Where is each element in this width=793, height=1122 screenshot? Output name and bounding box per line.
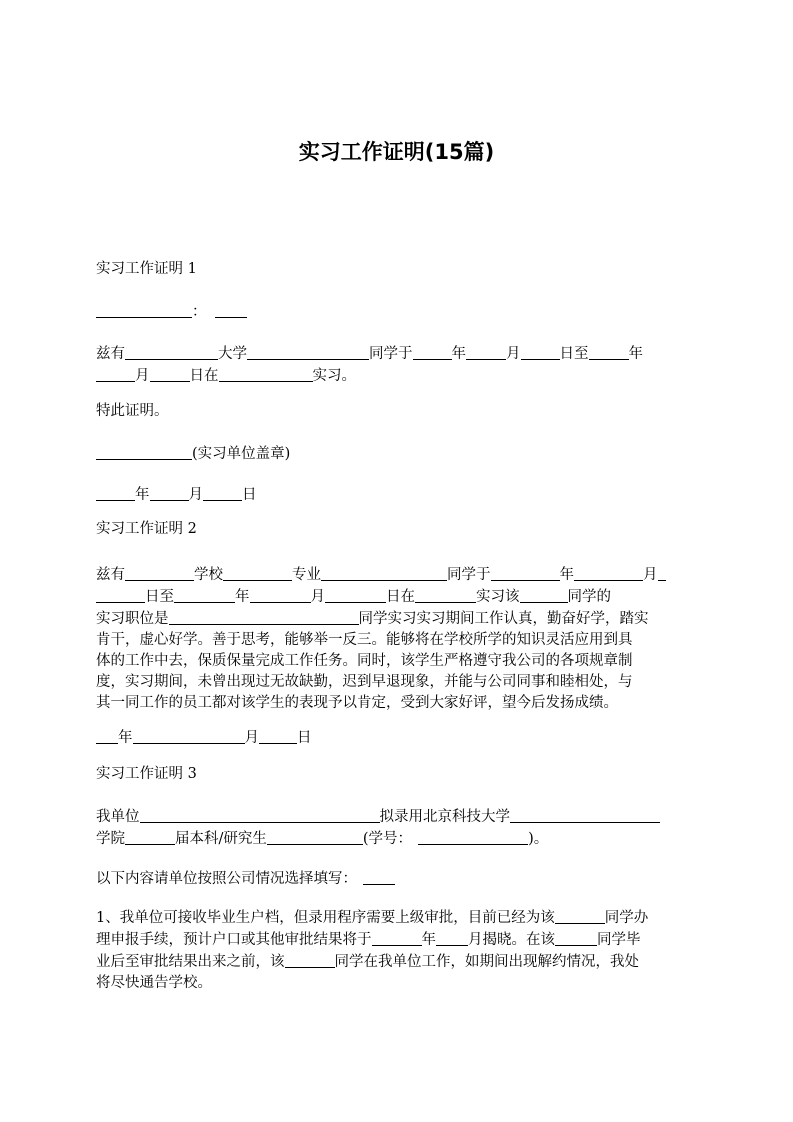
blank[interactable] [125,564,194,581]
cert1-heading: 实习工作证明 1 [96,261,197,277]
blank[interactable] [150,365,190,382]
blank[interactable] [169,608,359,625]
blank[interactable] [466,343,506,360]
blank[interactable] [372,929,422,946]
blank[interactable] [125,343,218,360]
blank[interactable] [140,806,380,823]
cert3-instruction: 以下内容请单位按照公司情况选择填写： [96,868,698,890]
cert3-heading: 实习工作证明 3 [96,766,197,782]
document-title: 实习工作证明(15篇) [298,140,495,164]
blank[interactable] [223,564,292,581]
blank[interactable] [219,365,313,382]
cert1-body: 兹有 大学 同学于 年 月 日至 年 月 日在 实习。 [96,343,698,387]
blank[interactable] [96,484,135,501]
blank[interactable] [247,343,369,360]
blank[interactable] [521,343,560,360]
blank[interactable] [363,868,395,885]
blank[interactable] [520,586,568,603]
blank[interactable] [96,727,118,744]
blank[interactable] [325,586,386,603]
blank[interactable] [150,484,189,501]
blank[interactable] [510,806,660,823]
cert1-seal-line: (实习单位盖章) [96,443,698,465]
blank[interactable] [96,365,135,382]
cert1-conclusion: 特此证明。 [96,403,169,419]
blank[interactable] [125,828,175,845]
blank[interactable] [418,828,528,845]
blank[interactable] [436,929,468,946]
blank[interactable] [321,564,447,581]
blank[interactable] [96,443,192,460]
blank[interactable] [215,301,247,318]
blank[interactable] [203,484,242,501]
blank[interactable] [589,343,629,360]
blank[interactable] [491,564,560,581]
blank[interactable] [174,586,235,603]
blank[interactable] [96,586,145,603]
blank[interactable] [259,727,297,744]
blank[interactable] [555,929,597,946]
cert1-date-line: 年 月 日 [96,484,698,506]
blank[interactable] [658,564,666,581]
blank[interactable] [555,907,605,924]
cert3-item1: 1、我单位可接收毕业生户档，但录用程序需要上级审批，目前已经为该 同学办 理申报手续，预计户口或其他审批结果将于 年 月揭晓。在该 同学毕 业后至审批结果出来之前，该 同学在我单位工作，如期间出现解约情况，我处 将尽快通告学校。 [96,907,698,994]
blank[interactable] [415,586,476,603]
cert3-body: 我单位 拟录用北京科技大学 学院 届本科/研究生 (学号： )。 [96,806,698,850]
cert2-heading: 实习工作证明 2 [96,521,197,537]
blank[interactable] [96,301,192,318]
blank[interactable] [250,586,311,603]
blank[interactable] [413,343,452,360]
blank[interactable] [574,564,643,581]
blank[interactable] [267,828,363,845]
cert1-salutation: ： [96,301,698,323]
blank[interactable] [133,727,245,744]
cert2-body: 兹有 学校 专业 同学于 年 月 日至 年 月 日在 实习该 同学的 实习职位是 同学实习实习期间工作认真，勤奋好学，踏实 肯干，虚心好学。善于思考，能够举一反三。能够将在学校所学的知识灵活应用到具 体的工作中去，保质保量完成工作任务。同时，该学生严格遵守我公司的各项规章制 度，实习期间，未曾出现过无故缺勤，迟到早退现象，并能与公司同事和睦相处，与 其一同工作的员工都对该学生的表现予以肯定，受到大家好评，望今后发扬成绩。 [96,564,698,714]
blank[interactable] [285,951,335,968]
cert2-date-line: 年 月 日 [96,727,698,749]
